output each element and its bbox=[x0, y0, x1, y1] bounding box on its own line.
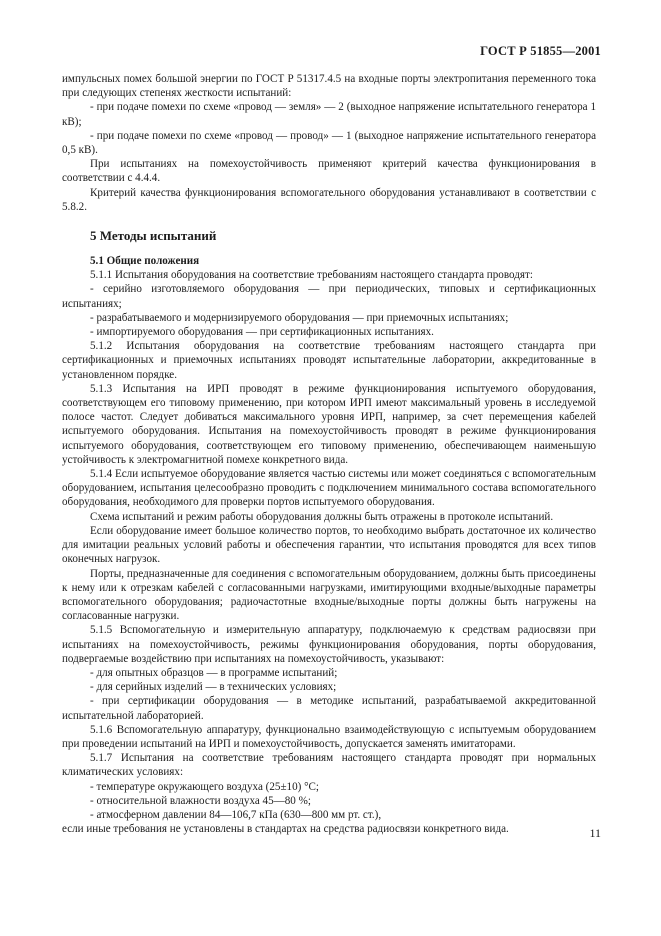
section-title: 5 Методы испытаний bbox=[90, 228, 217, 244]
paragraph: - при сертификации оборудования — в методике испытаний, разрабатываемой аккредитованной испытательной лабораторией. bbox=[62, 695, 596, 722]
paragraphs-block bbox=[62, 268, 596, 836]
paragraph: - для опытных образцов — в программе испытаний; bbox=[90, 666, 338, 679]
paragraph: - импортируемого оборудования — при сертификационных испытаниях. bbox=[90, 326, 434, 339]
page-number: 11 bbox=[589, 826, 601, 840]
intro-paragraph: При испытаниях на помехоустойчивость применяют критерий качества функционирования в соответствии с 4.4.4. bbox=[62, 158, 596, 185]
paragraph: 5.1.5 Вспомогательную и измерительную аппаратуру, подключаемую к средствам радиосвязи при испытаниях на помехоустойчивость, режимы функционирования оборудования, порты оборудования, подвергаемые воздействию при испытаниях на помехоустойчивость, указывают: bbox=[62, 624, 596, 665]
paragraph: - относительной влажности воздуха 45—80 %; bbox=[90, 794, 311, 807]
document-body bbox=[62, 72, 596, 836]
intro-paragraph: - при подаче помехи по схеме «провод — провод» — 1 (выходное напряжение испытательного генератора 0,5 кВ). bbox=[62, 129, 596, 157]
paragraph: Порты, предназначенные для соединения с вспомогательным оборудованием, должны быть присоединены к нему или к отрезкам кабелей с согласованными нагрузками, имитирующими входные/выходные параметры вспомогательного оборудования; радиочастотные входные/выходные порты должны быть нагружены на согласованные нагрузки. bbox=[62, 567, 596, 623]
paragraph: - разрабатываемого и модернизируемого оборудования — при приемочных испытаниях; bbox=[90, 311, 509, 324]
intro-paragraph: - при подаче помехи по схеме «провод — земля» — 2 (выходное напряжение испытательного генератора 1 кВ); bbox=[62, 101, 596, 128]
paragraph: - серийно изготовляемого оборудования — при периодических, типовых и сертификационных испытаниях; bbox=[62, 283, 596, 310]
paragraph: - атмосферном давлении 84—106,7 кПа (630—800 мм рт. ст.), bbox=[90, 808, 382, 821]
intro-paragraph: Критерий качества функционирования вспомогательного оборудования устанавливают в соответствии с 5.8.2. bbox=[62, 186, 596, 213]
paragraph: 5.1.2 Испытания оборудования на соответствие требованиям настоящего стандарта при сертификационных и приемочных испытаниях проводят испытательные лаборатории, аккредитованные в установленном порядке. bbox=[62, 340, 596, 381]
standard-header: ГОСТ Р 51855—2001 bbox=[480, 44, 601, 58]
subsection-title: 5.1 Общие положения bbox=[90, 255, 200, 268]
paragraph: 5.1.6 Вспомогательную аппаратуру, функционально взаимодействующую с испытуемым оборудованием при проведении испытаний на ИРП и помехоустойчивость, допускается заменять имитаторами. bbox=[62, 723, 596, 750]
paragraph: Если оборудование имеет большое количество портов, то необходимо выбрать достаточное их количество для имитации реальных условий работы и обеспечения гарантии, что испытания проводятся для всех типов оконечных нагрузок. bbox=[62, 524, 596, 566]
intro-block bbox=[62, 72, 596, 214]
paragraph: 5.1.4 Если испытуемое оборудование является частью системы или может соединяться с вспомогательным оборудованием, испытания целесообразно проводить с подключением минимального состава вспомогательного оборудования, необходимого для проверки портов испытуемого оборудования. bbox=[62, 468, 596, 509]
intro-paragraph: импульсных помех большой энергии по ГОСТ Р 51317.4.5 на входные порты электропитания переменного тока при следующих степенях жесткости испытаний: bbox=[62, 73, 596, 100]
paragraph: 5.1.3 Испытания на ИРП проводят в режиме функционирования испытуемого оборудования, соответствующем его типовому применению, при котором ИРП имеют максимальный уровень в исследуемой полосе частот. Следует добиваться максимального уровня ИРП, например, за счет перемещения кабелей испытуемого оборудования. Испытания на помехоустойчивость проводят в режиме функционирования испытуемого оборудования, соответствующем его типовому применению, обеспечивающем наименьшую устойчивость к электромагнитной помехе конкретного вида. bbox=[62, 382, 596, 466]
paragraph: 5.1.7 Испытания на соответствие требованиям настоящего стандарта проводят при нормальных климатических условиях: bbox=[62, 752, 596, 779]
paragraph: - температуре окружающего воздуха (25±10) °С; bbox=[90, 780, 320, 793]
paragraph: - для серийных изделий — в технических условиях; bbox=[90, 681, 337, 694]
paragraph: если иные требования не установлены в стандартах на средства радиосвязи конкретного вида. bbox=[62, 823, 509, 836]
paragraph: Схема испытаний и режим работы оборудования должны быть отражены в протоколе испытаний. bbox=[90, 510, 554, 523]
paragraph: 5.1.1 Испытания оборудования на соответствие требованиям настоящего стандарта проводят: bbox=[90, 269, 533, 282]
